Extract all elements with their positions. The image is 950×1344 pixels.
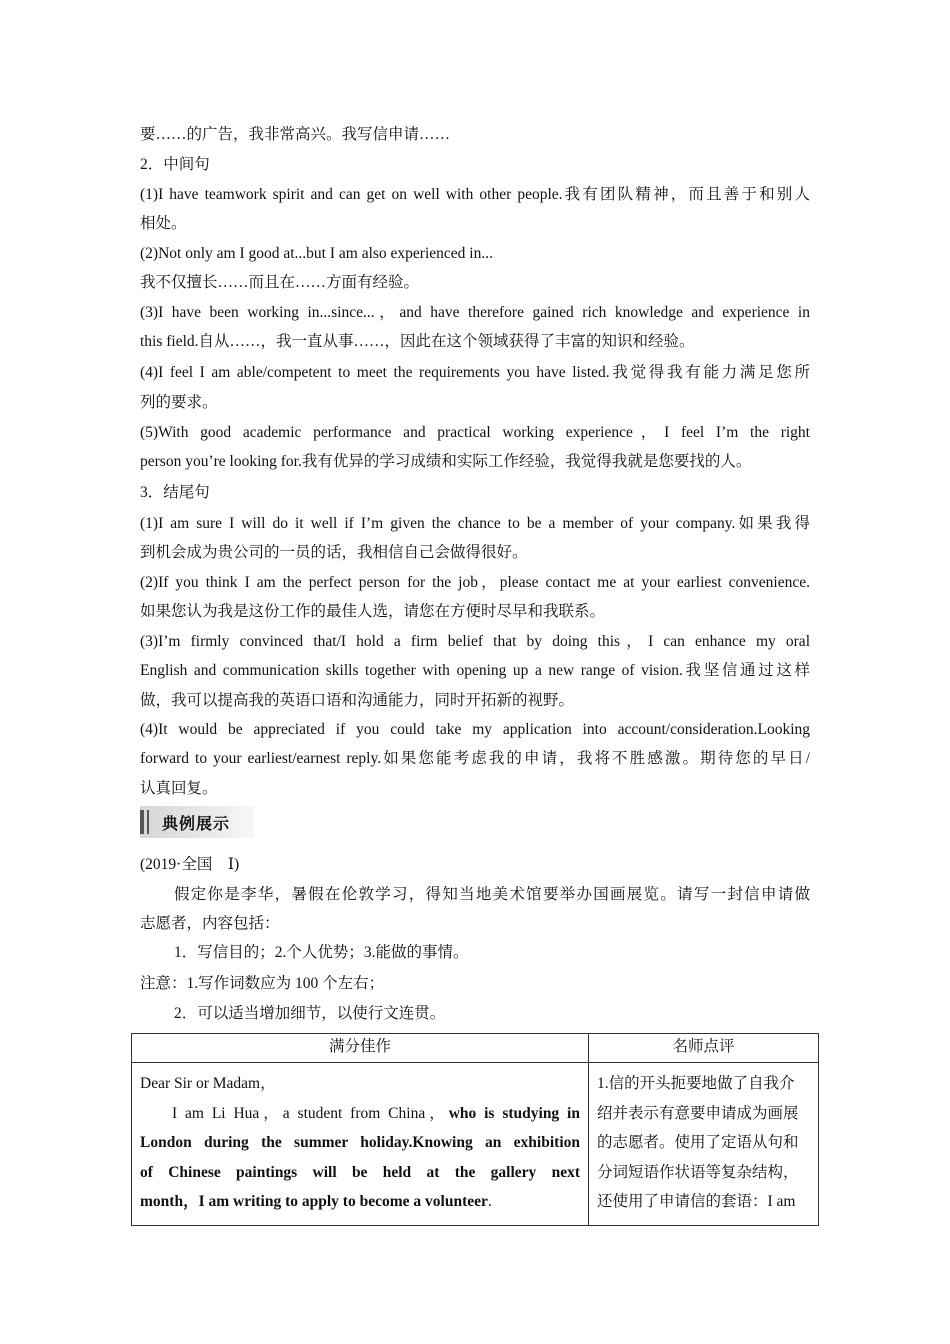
essay-line [140,1128,580,1158]
comment-line: 还使用了申请信的套语：I am [597,1193,796,1210]
banner-marker [147,810,149,834]
prompt-points: 1．写信目的；2.个人优势；3.能做的事情。 [174,944,469,961]
text-line: 要……的广告，我非常高兴。我写信申请…… [140,126,451,143]
table-header-row [132,1034,819,1063]
comment-line: 分词短语作状语等复杂结构， [597,1163,799,1181]
text-line: 如果您认为我是这份工作的最佳人选，请您在方便时尽早和我联系。 [140,603,606,620]
teacher-comment-cell [589,1063,819,1226]
table-row [132,1063,819,1226]
essay-review-table [131,1033,819,1226]
essay-highlight: London during the summer holiday.Knowing an exhibition [140,1134,580,1151]
text-line: (5)With good academic performance and practical working experience，I feel I’m the right [140,424,810,441]
header-teacher-comment: 名师点评 [589,1034,819,1063]
text-line: 认真回复。 [140,780,218,797]
text-line: (2)If you think I am the perfect person for the job，please contact me at your earliest convenience. [140,574,810,591]
text-line: (2)Not only am I good at...but I am also experienced in... [140,245,493,262]
essay-highlight: who is studying in [448,1104,580,1122]
section-heading-middle-sentences: 2．中间句 [140,156,210,173]
comment-line: 绍并表示有意要申请成为画展 [597,1104,799,1122]
text-line: 到机会成为贵公司的一员的话，我相信自己会做得很好。 [140,544,528,561]
text-line: (3)I have been working in...since...，and have therefore gained rich knowledge and experience in [140,304,810,321]
text-line: (1)I have teamwork spirit and can get on well with other people.我有团队精神，而且善于和别人 [140,186,810,203]
text-line: person you’re looking for.我有优异的学习成绩和实际工作经验，我觉得我就是您要找的人。 [140,453,752,470]
text-line: 做，我可以提高我的英语口语和沟通能力，同时开拓新的视野。 [140,692,575,709]
text-line: (4)I feel I am able/competent to meet the requirements you have listed.我觉得我有能力满足您所 [140,364,810,381]
prompt-line: 假定你是李华，暑假在伦敦学习，得知当地美术馆要举办国画展览。请写一封信申请做 [174,886,810,903]
essay-text: . [487,1193,492,1210]
essay-line [140,1158,580,1188]
essay-text: I am Li Hua，a student from China， [172,1104,449,1122]
comment-line: 的志愿者。使用了定语从句和 [597,1134,799,1151]
essay-line [140,1099,580,1129]
text-line: (1)I am sure I will do it well if I’m given the chance to be a member of your company.如果我得 [140,515,810,532]
text-line: forward to your earliest/earnest reply.如果您能考虑我的申请，我将不胜感激。期待您的早日/ [140,750,810,767]
note-line: 2．可以适当增加细节，以使行文连贯。 [174,1005,446,1022]
example-section-title: 典例展示 [162,814,231,833]
banner-marker [140,810,144,834]
note-line: 注意：1.写作词数应为 100 个左右； [140,975,385,992]
header-model-essay: 满分佳作 [132,1034,589,1063]
text-line: 我不仅擅长……而且在……方面有经验。 [140,274,420,291]
text-line: 列的要求。 [140,394,218,411]
model-essay-cell [132,1063,589,1226]
text-line: English and communication skills together with opening up a new range of vision.我坚信通过这样 [140,662,810,679]
letter-greeting: Dear Sir or Madam， [140,1075,276,1092]
text-line: 相处。 [140,215,187,232]
example-section-banner [140,806,254,838]
comment-line: 1.信的开头扼要地做了自我介 [597,1075,795,1092]
section-heading-closing-sentences: 3．结尾句 [140,484,210,501]
essay-line [140,1187,580,1217]
text-line: (3)I’m firmly convinced that/I hold a firm belief that by doing this，I can enhance my oral [140,633,810,650]
exam-source: (2019·全国 Ⅰ) [140,856,240,873]
essay-highlight: month，I am writing to apply to become a volunteer [140,1193,488,1210]
essay-highlight: of Chinese paintings will be held at the gallery next [140,1163,580,1181]
prompt-line: 志愿者，内容包括： [140,915,280,932]
text-line: this field.自从……，我一直从事……，因此在这个领域获得了丰富的知识和经验。 [140,333,695,350]
text-line: (4)It would be appreciated if you could take my application into account/consideration.Looking [140,721,810,738]
